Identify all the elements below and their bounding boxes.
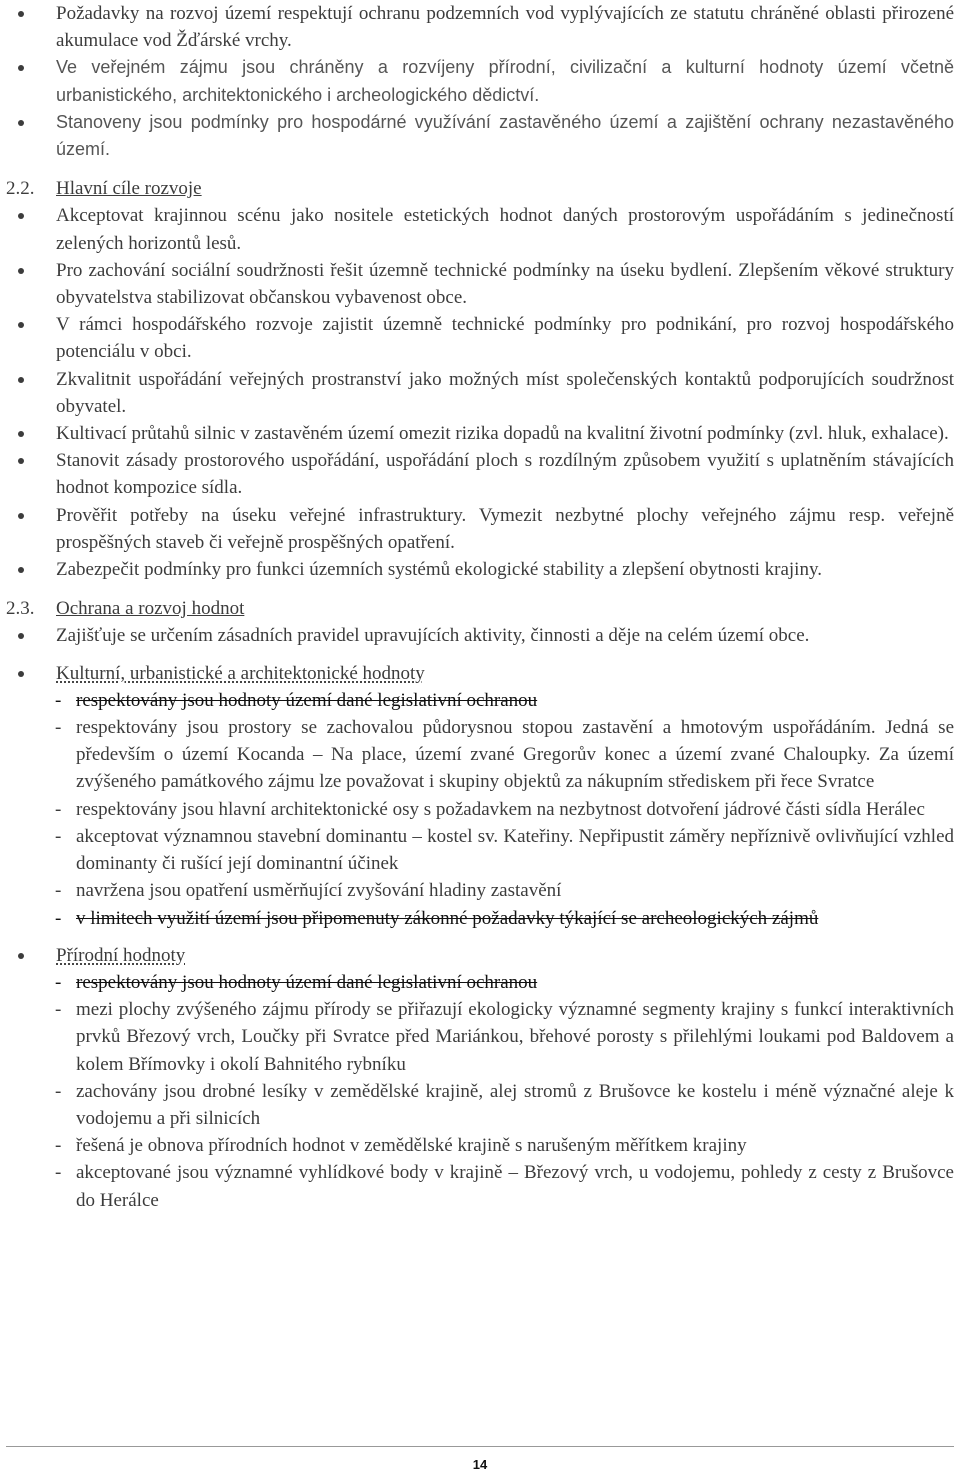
page-content [6, 0, 954, 1214]
dash-list-item [6, 1078, 954, 1132]
dash-list-item [6, 996, 954, 1078]
bullet-text: Ve veřejném zájmu jsou chráněny a rozvíjeny přírodní, civilizační a kulturní hodnoty území včetně urbanistického, architektonického i archeologického dědictví. [56, 57, 954, 105]
list-item [6, 202, 954, 256]
bullet-text: Zkvalitnit uspořádání veřejných prostranství jako možných míst společenských kontaktů podporujících soudržnost obyvatel. [56, 368, 954, 417]
bullet-text: Požadavky na rozvoj území respektují ochranu podzemních vod vyplývajících ze statutu chráněné oblasti přirozené akumulace vod Žďárské vrchy. [56, 3, 954, 52]
dash-marker: - [55, 1080, 62, 1102]
item-text: řešená je obnova přírodních hodnot v zemědělské krajině s narušeným měřítkem krajiny [76, 1135, 747, 1157]
list-item [6, 54, 954, 108]
item-text: akceptované jsou významné vyhlídkové body v krajině – Březový vrch, u vodojemu, pohledy z cesty z Brušovce do Herálce [76, 1162, 954, 1211]
item-text: respektovány jsou prostory se zachovalou půdorysnou stopou zastavění a hmotovým uspořádáním. Jedná se především o území Kocanda – Na place, území zvané Gregorův konec a území zvané Chaloupky. Za území zvýšeného památkového zájmu lze považovat i skupiny objektů za nákupním střediskem při řece Svratce [76, 717, 954, 793]
section-title: Ochrana a rozvoj hodnot [56, 598, 245, 620]
dash-list-item [6, 877, 954, 904]
dash-marker: - [55, 798, 62, 820]
dash-list-item [6, 969, 954, 996]
bullet-icon [18, 65, 24, 71]
item-text: respektovány jsou hlavní architektonické osy s požadavkem na nezbytnost dotvoření jádrové části sídla Herálec [76, 798, 925, 820]
bullet-text: Kultivací průtahů silnic v zastavěném území omezit rizika dopadů na kvalitní životní podmínky (zvl. hluk, exhalace). [56, 423, 949, 445]
section-title: Hlavní cíle rozvoje [56, 178, 202, 200]
list-item [6, 0, 954, 54]
bullet-icon [18, 213, 24, 219]
dash-marker: - [55, 689, 62, 711]
list-item [6, 257, 954, 311]
list-item [6, 366, 954, 420]
bullet-icon [18, 431, 24, 437]
dash-list-item [6, 823, 954, 877]
item-text: v limitech využití území jsou připomenuty zákonné požadavky týkající se archeologických zájmů [76, 907, 819, 929]
bullet-icon [18, 11, 24, 17]
bullet-text: Akceptovat krajinnou scénu jako nositele estetických hodnot daných prostorovým uspořádáním s jedinečností zelených horizontů lesů. [56, 205, 954, 254]
bullet-text: Prověřit potřeby na úseku veřejné infrastruktury. Vymezit nezbytné plochy veřejného zájmu resp. veřejně prospěšných staveb či veřejně prospěšných opatření. [56, 504, 954, 553]
dash-list-item [6, 687, 954, 714]
list-item [6, 311, 954, 365]
dash-list-item [6, 1132, 954, 1159]
dash-list-item [6, 714, 954, 796]
dash-list-item [6, 1159, 954, 1213]
item-text: respektovány jsou hodnoty území dané legislativní ochranou [76, 971, 538, 993]
item-text: respektovány jsou hodnoty území dané legislativní ochranou [76, 689, 538, 711]
list-item [6, 447, 954, 501]
bullet-text: Zabezpečit podmínky pro funkci územních systémů ekologické stability a zlepšení obytnosti krajiny. [56, 559, 822, 581]
section-number: 2.2. [6, 178, 35, 200]
dash-list-item [6, 905, 954, 932]
dash-marker: - [55, 907, 62, 929]
bullet-icon [18, 268, 24, 274]
bullet-text: Zajišťuje se určením zásadních pravidel upravujících aktivity, činnosti a děje na celém území obce. [56, 625, 810, 647]
subsection-heading: Kulturní, urbanistické a architektonické hodnoty [56, 662, 425, 684]
list-item [6, 942, 954, 969]
bullet-text: V rámci hospodářského rozvoje zajistit územně technické podmínky pro podnikání, pro rozvoj hospodářského potenciálu v obci. [56, 314, 954, 363]
bullet-icon [18, 458, 24, 464]
dash-marker: - [55, 825, 62, 847]
list-item [6, 660, 954, 687]
bullet-icon [18, 120, 24, 126]
item-text: navržena jsou opatření usměrňující zvyšování hladiny zastavění [76, 880, 562, 902]
bullet-icon [18, 671, 24, 677]
dash-list-item [6, 796, 954, 823]
dash-marker: - [55, 717, 62, 739]
bullet-icon [18, 322, 24, 328]
list-item [6, 556, 954, 583]
section-number: 2.3. [6, 598, 35, 620]
dash-marker: - [55, 999, 62, 1021]
section-heading [6, 595, 954, 622]
bullet-text: Pro zachování sociální soudržnosti řešit územně technické podmínky na úseku bydlení. Zlepšením věkové struktury obyvatelstva stabilizovat občanskou vybavenost obce. [56, 259, 954, 309]
bullet-icon [18, 633, 24, 639]
dash-marker: - [55, 1135, 62, 1157]
bullet-icon [18, 567, 24, 573]
dash-marker: - [55, 1162, 62, 1184]
footer-divider [6, 1446, 954, 1447]
list-item [6, 622, 954, 649]
list-item [6, 502, 954, 556]
list-item [6, 109, 954, 163]
bullet-text: Stanovit zásady prostorového uspořádání, uspořádání ploch s rozdílným způsobem využití s uplatněním stávajících hodnot kompozice sídla. [56, 450, 954, 499]
dash-marker: - [55, 880, 62, 902]
item-text: zachovány jsou drobné lesíky v zemědělské krajině, alej stromů z Brušovce ke kostelu i méně význačné aleje k vodojemu a při silnicích [76, 1080, 954, 1129]
subsection-heading: Přírodní hodnoty [56, 944, 186, 966]
section-heading [6, 175, 954, 202]
page-number: 14 [472, 1457, 488, 1472]
list-item [6, 420, 954, 447]
bullet-icon [18, 377, 24, 383]
bullet-icon [18, 953, 24, 959]
bullet-text: Stanoveny jsou podmínky pro hospodárné využívání zastavěného území a zajištění ochrany nezastavěného území. [56, 111, 954, 160]
item-text: mezi plochy zvýšeného zájmu přírody se přiřazují ekologicky významné segmenty krajiny s funkcí interaktivních prvků Březový vrch, Loučky při Svratce před Mariánkou, břehové porosty s přilehlými loukami pod Baldovem a kolem Břímovky i okolí Bahnitého rybníku [76, 999, 954, 1075]
item-text: akceptovat významnou stavební dominantu – kostel sv. Kateřiny. Nepřipustit záměry nepříznivě ovlivňující vzhled dominanty či rušící její dominantní účinek [76, 825, 954, 875]
bullet-icon [18, 513, 24, 519]
dash-marker: - [55, 971, 62, 993]
